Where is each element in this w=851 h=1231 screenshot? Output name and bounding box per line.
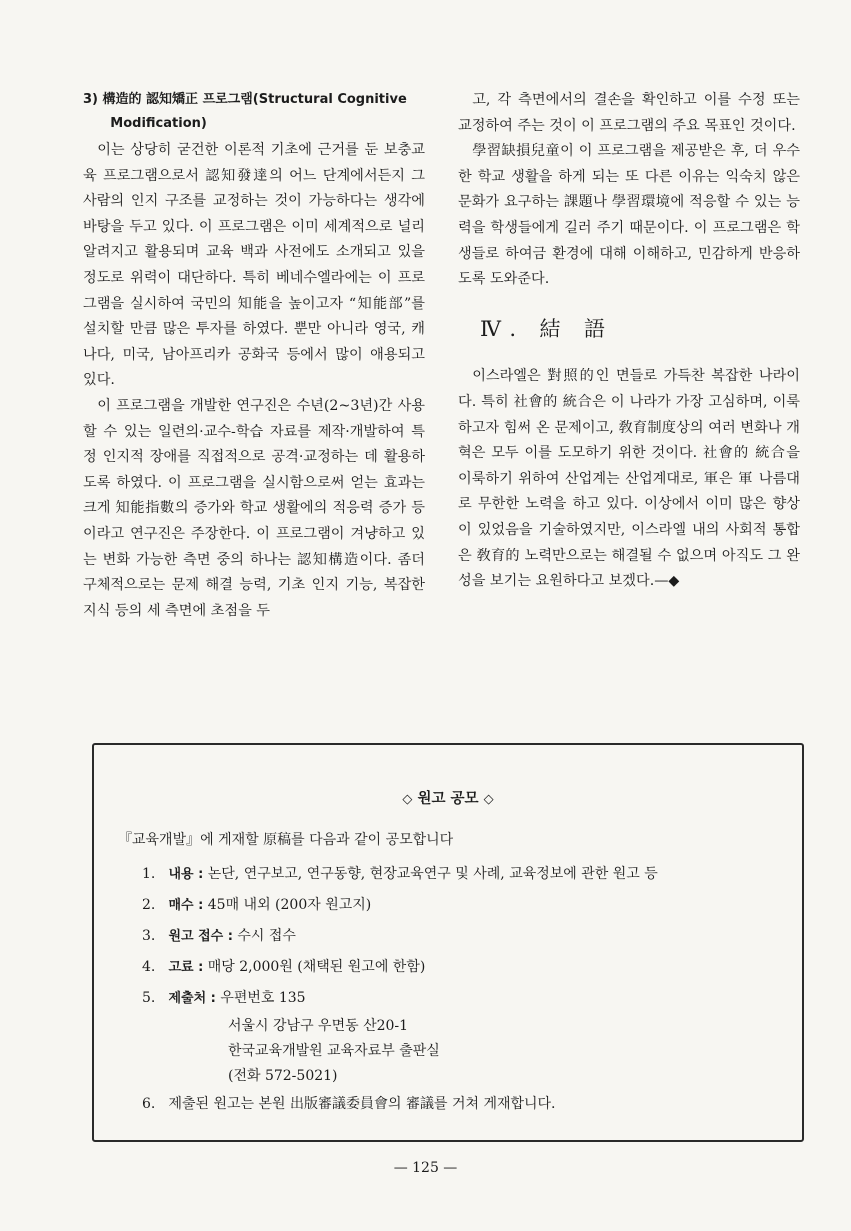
notice-intro: 『교육개발』에 게재할 原稿를 다음과 같이 공모합니다 bbox=[118, 832, 454, 848]
item-text: 매당 2,000원 (채택된 원고에 한함) bbox=[207, 959, 426, 975]
body-paragraph: 이 프로그램을 개발한 연구진은 수년(2~3년)간 사용할 수 있는 일련의·교수-학습 자료를 제작·개발하여 특정 인지적 장애를 직접적으로 공격·교정하는 데 활용하도록 하였다. 이 프로그램을 실시함으로써 얻는 효과는 크게 知能指數의 증가와 학교 생활에의 적응력 증가 등이라고 연구진은 주장한다. 이 프로그램이 겨냥하고 있는 변화 가능한 측면 중의 하나는 認知構造이다. 좀더 구체적으로는 문제 해결 능력, 기초 인지 기능, 복잡한 지식 등의 세 측면에 초점을 두 bbox=[83, 397, 425, 619]
list-item bbox=[142, 859, 792, 890]
paragraph-text: 이스라엘은 對照的인 면들로 가득찬 복잡한 나라이다. 특히 社會的 統合은 이 나라가 가장 고심하며, 이룩하고자 힘써 온 문제이고, 敎育制度상의 여러 변화나 개혁은 모두 이를 도모하기 위한 것이다. 社會的 統合을 이룩하기 위하여 산업계는 산업계대로, 軍은 軍 나름대로 무한한 노력을 하고 있다. 이상에서 이미 많은 향상이 있었음을 기술하였지만, 이스라엘 내의 사회적 통합은 敎育的 노력만으로는 해결될 수 없으며 아직도 그 완성을 보기는 요원하다고 보겠다. bbox=[458, 368, 800, 590]
list-item bbox=[142, 1089, 792, 1120]
item-text: 제출된 원고는 본원 出版審議委員會의 審議를 거쳐 게재합니다. bbox=[168, 1096, 556, 1112]
list-item bbox=[142, 983, 792, 1014]
subsection-title bbox=[83, 88, 425, 136]
item-label: 내용 : bbox=[168, 867, 204, 882]
list-item bbox=[142, 952, 792, 983]
list-item bbox=[142, 921, 792, 952]
diamond-icon: ◇ bbox=[402, 792, 413, 807]
notice-title-text: 원고 공모 bbox=[417, 791, 479, 807]
notice-title bbox=[94, 787, 802, 808]
item-number: 2. bbox=[142, 897, 156, 913]
item-label: 매수 : bbox=[168, 898, 204, 913]
item-number: 4. bbox=[142, 959, 156, 975]
page-number: — 125 — bbox=[393, 1160, 458, 1176]
body-paragraph: 고, 각 측면에서의 결손을 확인하고 이를 수정 또는 교정하여 주는 것이 이 프로그램의 주요 목표인 것이다. bbox=[458, 92, 800, 134]
address-line: 서울시 강남구 우면동 산20-1 bbox=[228, 1018, 409, 1034]
diamond-icon: ◇ bbox=[483, 792, 494, 807]
item-text: 논단, 연구보고, 연구동향, 현장교육연구 및 사례, 교육정보에 관한 원고 등 bbox=[207, 866, 658, 882]
item-number: 5. bbox=[142, 990, 156, 1006]
call-for-papers-box bbox=[92, 743, 804, 1142]
item-text: 수시 접수 bbox=[237, 928, 296, 944]
item-number: 6. bbox=[142, 1096, 156, 1112]
address-line: (전화 572-5021) bbox=[228, 1068, 338, 1084]
item-label: 원고 접수 : bbox=[168, 929, 233, 944]
notice-list bbox=[142, 859, 792, 1120]
body-paragraph bbox=[458, 364, 800, 594]
right-column bbox=[458, 88, 800, 595]
item-label: 제출처 : bbox=[168, 991, 216, 1006]
body-paragraph: 이는 상당히 굳건한 이론적 기초에 근거를 둔 보충교육 프로그램으로서 認知發達의 어느 단계에서든지 그 사람의 인지 구조를 교정하는 것이 가능하다는 생각에 바탕을 두고 있다. 이 프로그램은 이미 세계적으로 널리 알려지고 활용되며 교육 백과 사전에도 소개되고 있을 정도로 위력이 대단하다. 특히 베네수엘라에는 이 프로그램을 실시하여 국민의 知能을 높이고자 “知能部”를 설치할 만큼 많은 투자를 하였다. 뿐만 아니라 영국, 캐나다, 미국, 남아프리카 공화국 등에서 많이 애용되고 있다. bbox=[83, 142, 425, 389]
item-number: 3. bbox=[142, 928, 156, 944]
address-line: 한국교육개발원 교육자료부 출판실 bbox=[228, 1043, 440, 1059]
list-item bbox=[142, 890, 792, 921]
section-heading: Ⅳ. 結 語 bbox=[480, 316, 614, 341]
item-label: 고료 : bbox=[168, 960, 204, 975]
body-paragraph: 學習缺損兒童이 이 프로그램을 제공받은 후, 더 우수한 학교 생활을 하게 되는 또 다른 이유는 익숙치 않은 문화가 요구하는 課題나 學習環境에 적응할 수 있는 능력을 학생들에게 길러 주기 때문이다. 이 프로그램은 학생들로 하여금 환경에 대해 이해하고, 민감하게 반응하도록 도와준다. bbox=[458, 143, 800, 288]
item-text: 45매 내외 (200자 원고지) bbox=[207, 897, 372, 913]
left-column bbox=[83, 88, 425, 624]
subsection-title-line2: Modification) bbox=[110, 116, 207, 131]
subsection-title-line1: 3) 構造的 認知矯正 프로그램(Structural Cognitive bbox=[83, 92, 407, 107]
item-number: 1. bbox=[142, 866, 156, 882]
item-text: 우편번호 135 bbox=[220, 990, 306, 1006]
end-mark: —◆ bbox=[654, 573, 680, 590]
